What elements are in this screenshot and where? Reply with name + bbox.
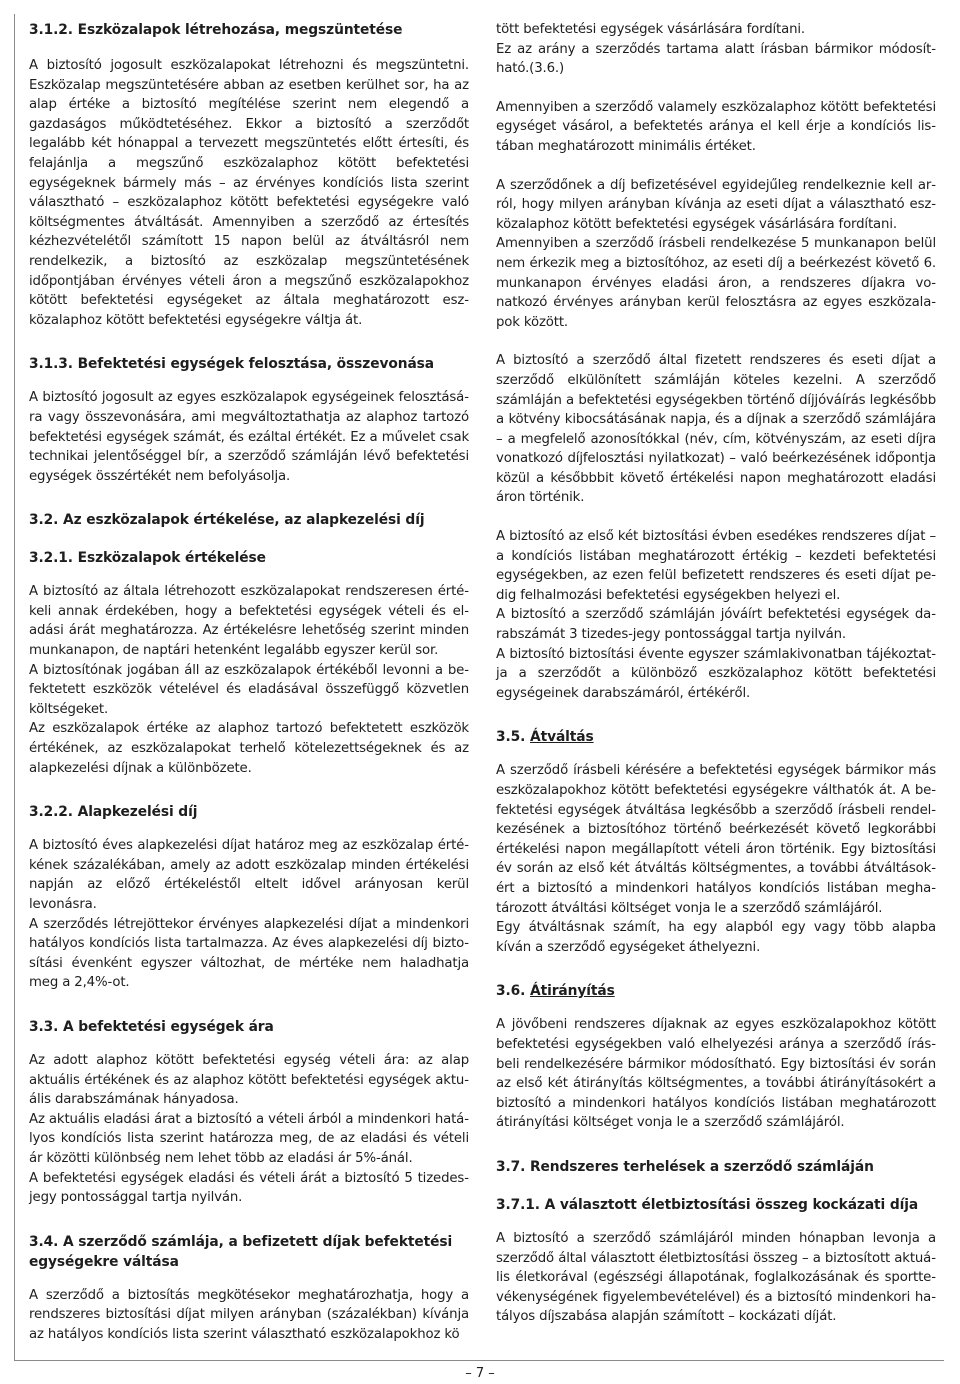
heading-3-2-1: 3.2.1. Eszközalapok értékelése [29,550,266,567]
heading-3-3: 3.3. A befektetési egységek ára [29,1018,274,1035]
heading-3-2-2: 3.2.2. Alapkezelési díj [29,804,198,821]
heading-3-6 [496,981,936,1001]
heading-number: 3.5. [496,729,530,746]
paragraph: A biztosító a szerződő számláján jóváírt befektetési egységek darabszámát 3 tizedes-jegy pontossággal tartja nyilván. [496,607,936,643]
paragraph: A szerződőnek a díj befizetésével egyidejűleg rendelkeznie kell arról, hogy milyen arányban kívánja az eseti díjat a választható eszközalaphoz kötött befektetési egységek vásárlására fordítani. [496,177,936,232]
paragraph: A biztosító a szerződő számlájáról minden hónapban levonja a szerződő által választott életbiztosítási összeg – a biztosított aktuális életkorával (egészségi állapotának, foglalkozásának és sporttevékenységének figyelembevételével) és a biztosító mindenkori hatályos díjszabása alapján számított – kockázati díját. [496,1230,936,1325]
paragraph: A biztosító a szerződő által fizetett rendszeres és eseti díjat a szerződő elkülönített számláján köteles kezelni. A szerződő számláján a befektetési egységekben történő díjjóváírás legkésőbb a kötvény kibocsátásának napja, és a díjnak a szerződő számlájára – a megfelelő azonosítókkal (név, cím, kötvényszám, az eseti díjra vonatkozó díjfelosztási nyilatkozat) – való beérkezésének időpontja közül a későbbbit követő értékelési napon meghatározott eladási áron történik. [496,353,936,506]
paragraph: Az eszközalapok értéke az alaphoz tartozó befektetett eszközök értékének, az eszközalapokat terhelő kötelezettségeknek és az alapkezelési díjnak a különbözete. [29,721,469,776]
paragraph: A biztosító az általa létrehozott eszközalapokat rendszeresen értékeli annak érdekében, hogy a befektetési egységek vételi és eladási árát meghatározza. Az értékelésre lehetőség szerint minden munkanapon, de naptári hetenként legalább egyszer kerül sor. [29,584,469,659]
heading-3-2: 3.2. Az eszközalapok értékelése, az alapkezelési díj [29,512,425,529]
heading-3-5 [496,727,936,747]
paragraph: tött befektetési egységek vásárlására fordítani. [496,22,805,37]
paragraph: A biztosító jogosult eszközalapokat létrehozni és megszüntetni. Eszközalap megszüntetésére abban az esetben kerülhet sor, ha az alap értéke a biztosító megítélése szerint nem elegendő a gazdaságos működtetéséhez. Ekkor a biztosító a szerződőt legalább két hónappal a tervezett megszüntetés előtt értesíti, és felajánlja a megszűnő eszközalaphoz kötött befektetési egységeknek bármely más – az érvényes kondíciós lista szerint választható – eszközalaphoz kötött befektetési egységekre való költségmentes átváltását. Amennyiben a szerződő az értesítés kézhezvételétől számított 15 napon belül az átváltásról nem rendelkezik, a biztosító az eszközalap megszüntetésének időpontjában érvényes vételi áron a megszűnő eszközalapokhoz kötött befektetési egységeket az általa meghatározott eszközalaphoz kötött befektetési egységekre váltja át. [29,58,469,328]
paragraph: A biztosító jogosult az egyes eszközalapok egységeinek felosztására vagy összevonására, ami megváltoztathatja az alaphoz tartozó befektetési egységek számát, és ezáltal értékét. Ez a művelet csak technikai jelentőséggel bír, a szerződő számláján lévő befektetési egységek összértékét nem befolyásolja. [29,390,469,484]
heading-title: Átirányítás [530,983,615,1000]
heading-number: 3.6. [496,983,530,1000]
right-column [496,20,936,1327]
heading-3-4: 3.4. A szerződő számlája, a befizetett díjak befektetési egységekre váltása [29,1233,453,1270]
heading-3-1-3: 3.1.3. Befektetési egységek felosztása, összevonása [29,356,434,373]
heading-3-7-1: 3.7.1. A választott életbiztosítási összeg kockázati díja [496,1196,919,1213]
heading-3-7: 3.7. Rendszeres terhelések a szerződő számláján [496,1158,874,1175]
heading-3-1-2: 3.1.2. Eszközalapok létrehozása, megszüntetése [29,22,403,38]
paragraph: Az adott alaphoz kötött befektetési egység vételi ára: az alap aktuális értékének és az alaphoz kötött befektetési egységek aktuális darabszámának hányadosa. [29,1052,469,1108]
paragraph: Amennyiben a szerződő valamely eszközalaphoz kötött befektetési egységet vásárol, a befektetés aránya el kell érje a kondíciós listában meghatározott minimális értéket. [496,99,936,154]
paragraph: A biztosító biztosítási évente egyszer számlakivonatban tájékoztatja a szerződőt a különböző eszközalaphoz kötött befektetési egységeinek darabszámáról, értékéről. [496,646,936,701]
paragraph: A befektetési egységek eladási és vételi árát a biztosító 5 tizedesjegy pontossággal tartja nyilván. [29,1170,469,1206]
paragraph: Amennyiben a szerződő írásbeli rendelkezése 5 munkanapon belül nem érkezik meg a biztosítóhoz, az eseti díj a beérkezést követő 6. munkanapon érvényes eladási áron, a rendszeres díjakra vonatkozó érvényes arányban kerül felosztásra az egyes eszközalapok között. [496,236,936,330]
heading-title: Átváltás [530,729,594,746]
left-column [29,20,469,1345]
paragraph: A szerződő írásbeli kérésére a befektetési egységek bármikor más eszközalapokhoz kötött befektetési egységekre válthatók át. A befektetési egységek átváltása legkésőbb a szerződő írásbeli rendelkezésének a biztosítóhoz történő beérkezését követő legkorábbi értékelési napon megállapított vételi áron történik. Egy biztosítási év során az első két átváltás költségmentes, a további átváltásokért a biztosító a mindenkori hatályos kondíciós listában meghatározott átváltási költséget vonja le a szerződő számlájáról. [496,763,936,916]
page-frame-left-rule [14,14,15,1360]
paragraph: Az aktuális eladási árat a biztosító a vételi árból a mindenkori hatályos kondíciós lista szerint határozza meg, de az eladási és vételi ár közötti különbség nem lehet több az eladási ár 5%-ánál. [29,1111,469,1166]
paragraph: Ez az arány a szerződés tartama alatt írásban bármikor módosítható.(3.6.) [496,41,936,77]
page-number: – 7 – [465,1366,495,1381]
page-frame-bottom-rule [14,1360,944,1361]
paragraph: A biztosítónak jogában áll az eszközalapok értékéből levonni a befektetett eszközök vételével és eladásával összefüggő közvetlen költségeket. [29,662,469,717]
paragraph: A szerződés létrejöttekor érvényes alapkezelési díjat a mindenkori hatályos kondíciós lista tartalmazza. Az éves alapkezelési díj biztosítási évenként egyszer változhat, de mértéke nem haladhatja meg a 2,4%-ot. [29,916,469,991]
paragraph: Egy átváltásnak számít, ha egy alapból egy vagy több alapba kíván a szerződő egységeket áthelyezni. [496,920,936,955]
paragraph: A szerződő a biztosítás megkötésekor meghatározhatja, hogy a rendszeres biztosítási díjat milyen arányban (százalékban) kívánja az hatályos kondíciós lista szerint választható eszközalapokhoz kö [29,1287,469,1342]
paragraph: A biztosító éves alapkezelési díjat határoz meg az eszközalap értékének százalékában, amely az adott eszközalap minden értékelési napján az előző értékeléstől eltelt idővel arányosan kerül levonásra. [29,838,469,912]
paragraph: A jövőbeni rendszeres díjaknak az egyes eszközalapokhoz kötött befektetési egységekben való elhelyezési aránya a szerződő írásbeli rendelkezésére bármikor módosítható. Egy biztosítási év során az első két átirányítás költségmentes, a további átirányításokért a biztosító a mindenkori hatályos kondíciós listában meghatározott átirányítási költséget vonja le a szerződő számlájáról. [496,1017,936,1131]
paragraph: A biztosító az első két biztosítási évben esedékes rendszeres díjat – a kondíciós listában meghatározott értékig – kezdeti befektetési egységekben, az ezen felül befizetett rendszeres és eseti díjat pedig felhalmozási befektetési egységekben helyezi el. [496,529,936,603]
